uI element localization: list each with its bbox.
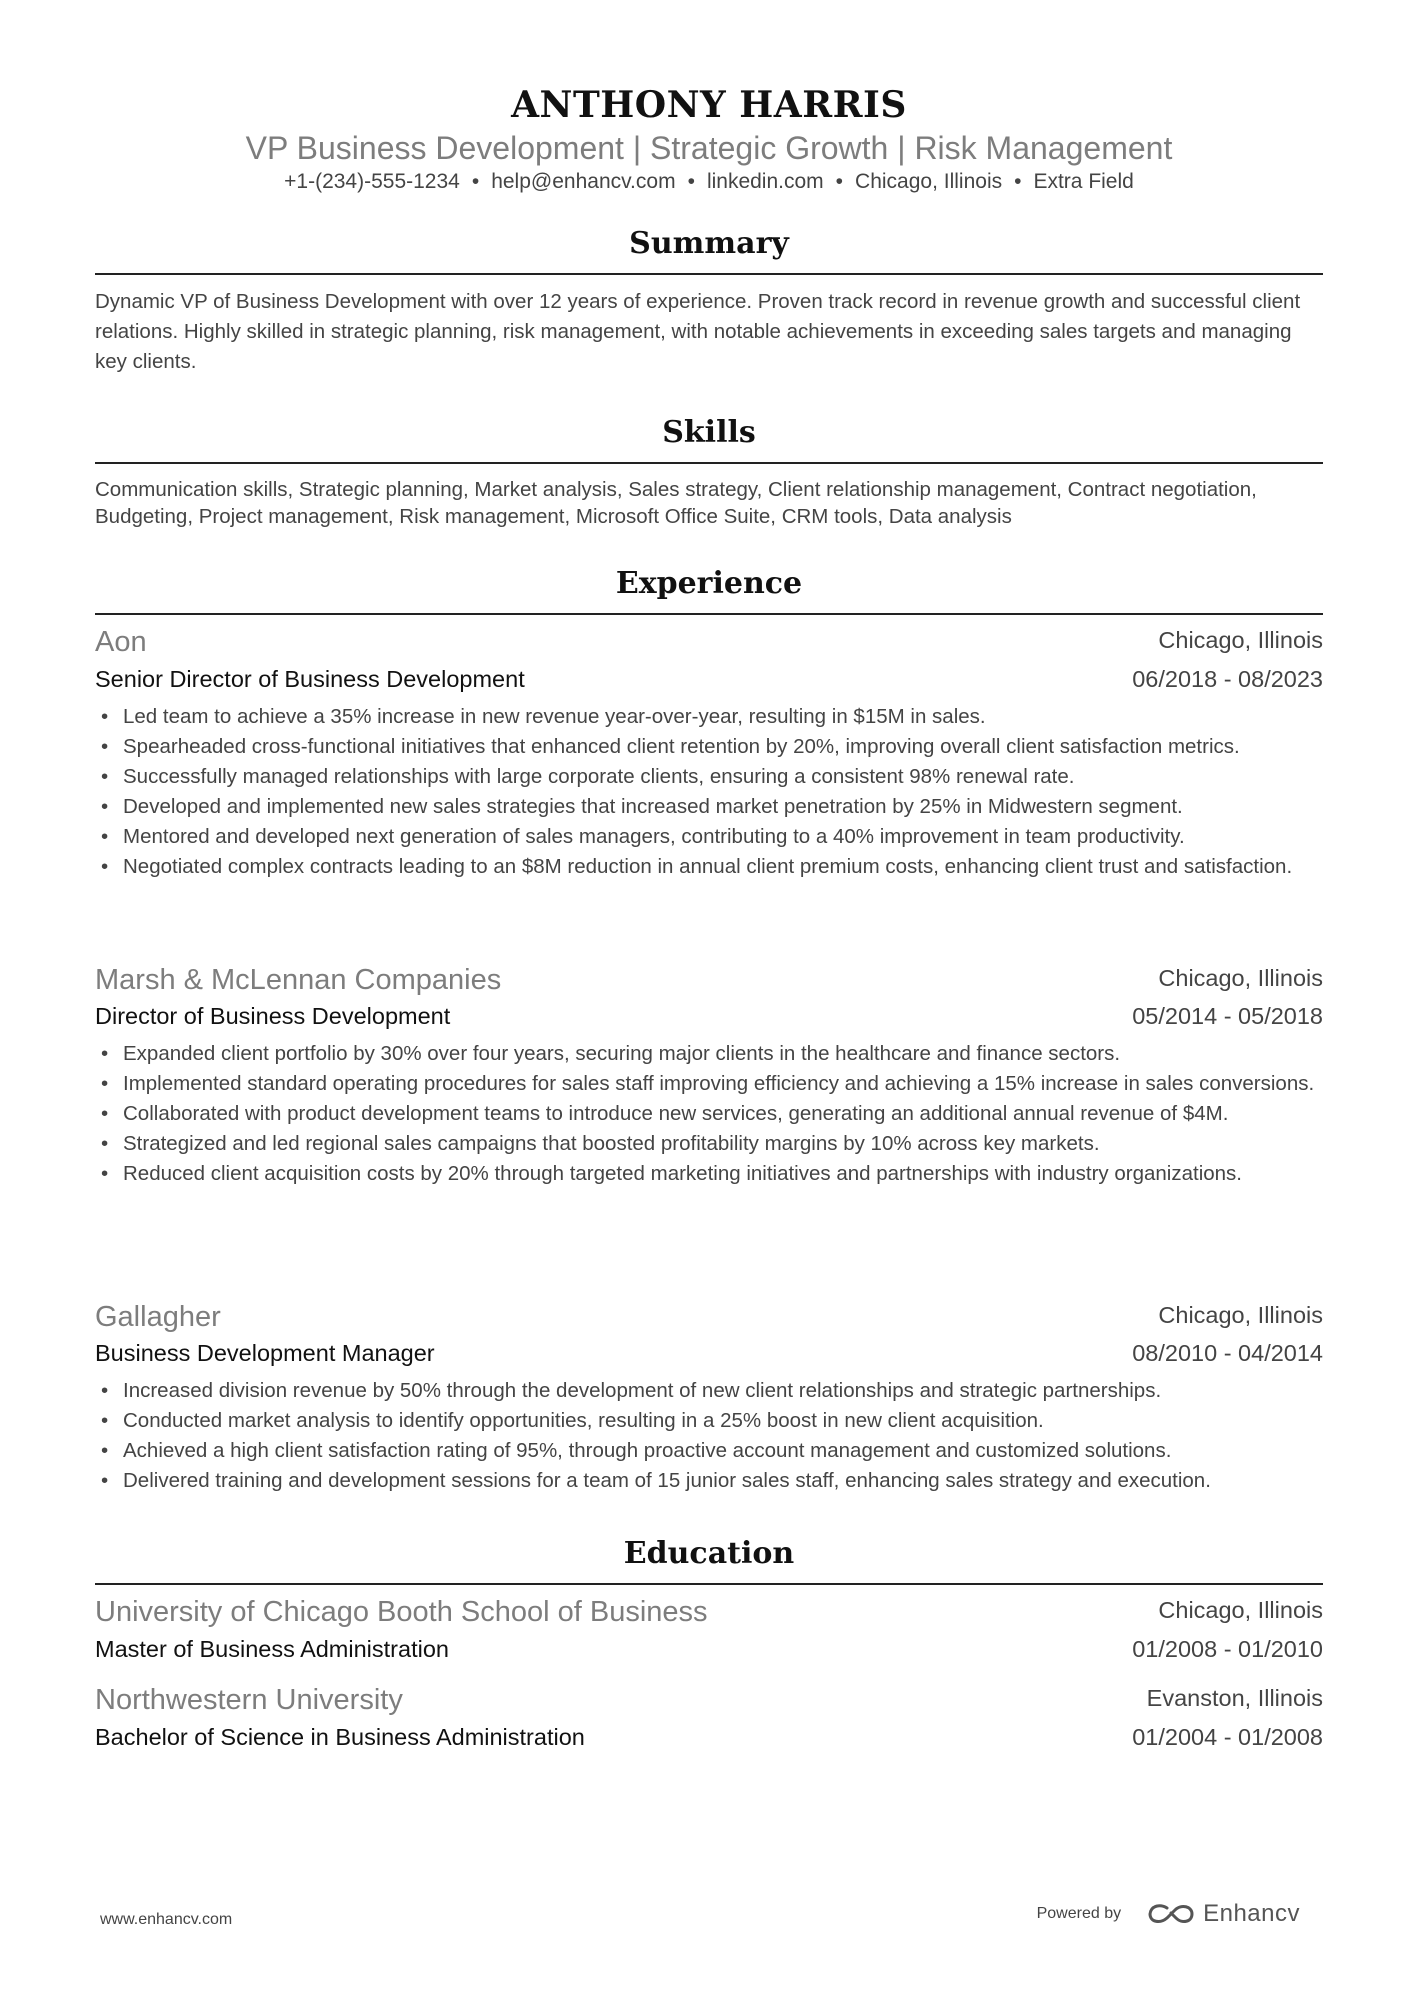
bullet-item: • Achieved a high client satisfaction rating of 95%, through proactive account management and customized solutions. [95,1436,1323,1466]
bullet-item: • Implemented standard operating procedures for sales staff improving efficiency and achieving a 15% increase in sales conversions. [95,1069,1323,1099]
degree: Bachelor of Science in Business Administration [95,1724,585,1750]
location: Chicago, Illinois [855,170,1003,193]
bullet-item: • Spearheaded cross-functional initiatives that enhanced client retention by 20%, improving overall client satisfaction metrics. [95,732,1323,762]
summary-text: Dynamic VP of Business Development with over 12 years of experience. Proven track record in revenue growth and successful client relations. Highly skilled in strategic planning, risk management, with notable achievements in exceeding sales targets and managing key clients. [95,290,1301,373]
bullet-item: • Expanded client portfolio by 30% over four years, securing major clients in the healthcare and finance sectors. [95,1039,1323,1069]
job-bullets [95,1039,1323,1189]
email[interactable]: help@enhancv.com [491,170,676,193]
bullet-item: • Increased division revenue by 50% through the development of new client relationships and strategic partnerships. [95,1376,1323,1406]
degree: Master of Business Administration [95,1636,449,1662]
company-name: Aon [95,626,147,658]
bullet-item: • Reduced client acquisition costs by 20% through targeted marketing initiatives and partnerships with industry organizations. [95,1159,1323,1189]
experience-heading: Experience [615,566,803,601]
contact-line [95,170,1323,194]
company-name: Marsh & McLennan Companies [95,964,502,996]
bullet-separator: • [835,170,844,193]
school-name: University of Chicago Booth School of Business [95,1596,708,1628]
brand-name: Enhancv [1203,1900,1300,1927]
extra-field: Extra Field [1033,170,1134,193]
job-bullets [95,702,1323,882]
education-dates: 01/2004 - 01/2008 [1132,1724,1323,1750]
bullet-item: • Developed and implemented new sales strategies that increased market penetration by 25% in Midwestern segment. [95,792,1323,822]
bullet-item: • Conducted market analysis to identify opportunities, resulting in a 25% boost in new client acquisition. [95,1406,1323,1436]
footer-branding [1037,1900,1300,1928]
bullet-item: • Collaborated with product development teams to introduce new services, generating an additional annual revenue of $4M. [95,1099,1323,1129]
job-location: Chicago, Illinois [1158,627,1323,653]
powered-by-label: Powered by [1036,1905,1122,1922]
enhancv-brand[interactable] [1147,1900,1300,1928]
linkedin[interactable]: linkedin.com [706,170,824,193]
company-name: Gallagher [95,1301,221,1333]
bullet-item: • Negotiated complex contracts leading to an $8M reduction in annual client premium costs, enhancing client trust and satisfaction. [95,852,1323,882]
bullet-item: • Led team to achieve a 35% increase in new revenue year-over-year, resulting in $15M in sales. [95,702,1323,732]
school-location: Evanston, Illinois [1146,1685,1323,1711]
footer-website-link[interactable]: www.enhancv.com [100,1911,233,1928]
phone[interactable]: +1-(234)-555-1234 [284,170,460,193]
candidate-name: ANTHONY HARRIS [511,84,907,126]
job-dates: 05/2014 - 05/2018 [1132,1003,1323,1029]
job-title: Senior Director of Business Development [95,666,525,692]
bullet-separator: • [687,170,695,193]
candidate-headline: VP Business Development | Strategic Growth | Risk Management [245,130,1173,166]
section-divider [95,462,1323,464]
summary-heading: Summary [629,226,789,261]
bullet-separator: • [471,170,480,193]
section-divider [95,1583,1323,1585]
job-dates: 06/2018 - 08/2023 [1132,666,1323,692]
skills-text: Communication skills, Strategic planning, Market analysis, Sales strategy, Client relationship management, Contract negotiation, Budgeting, Project management, Risk management, Microsoft Office Suite, CRM tools, Data analysis [95,478,1257,528]
bullet-item: • Successfully managed relationships with large corporate clients, ensuring a consistent 98% renewal rate. [95,762,1323,792]
education-dates: 01/2008 - 01/2010 [1132,1636,1323,1662]
section-divider [95,613,1323,615]
job-title: Business Development Manager [95,1340,435,1366]
job-title: Director of Business Development [95,1003,451,1029]
job-location: Chicago, Illinois [1158,1302,1323,1328]
bullet-item: • Strategized and led regional sales campaigns that boosted profitability margins by 10% across key markets. [95,1129,1323,1159]
bullet-separator: • [1014,170,1022,193]
school-location: Chicago, Illinois [1158,1597,1323,1623]
skills-heading: Skills [662,415,756,450]
section-divider [95,273,1323,275]
job-dates: 08/2010 - 04/2014 [1132,1340,1323,1366]
school-name: Northwestern University [95,1684,403,1716]
bullet-item: • Mentored and developed next generation of sales managers, contributing to a 40% improvement in team productivity. [95,822,1323,852]
education-heading: Education [623,1536,795,1571]
job-bullets [95,1376,1323,1496]
enhancv-logo-icon [1147,1902,1195,1926]
job-location: Chicago, Illinois [1158,965,1323,991]
bullet-item: • Delivered training and development sessions for a team of 15 junior sales staff, enhancing sales strategy and execution. [95,1466,1323,1496]
